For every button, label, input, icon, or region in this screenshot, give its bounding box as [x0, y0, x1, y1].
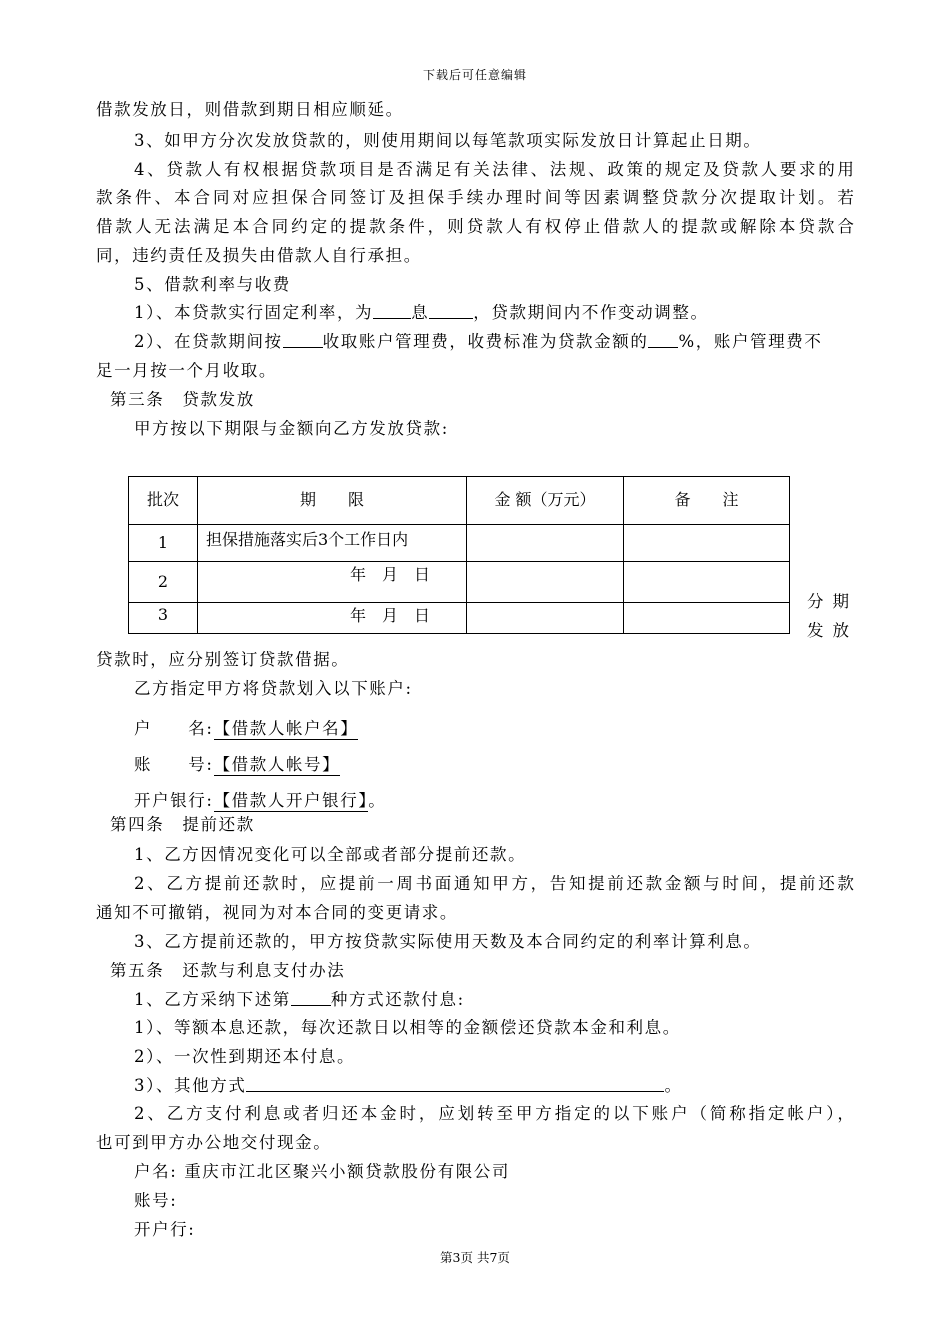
account-intro: 乙方指定甲方将贷款划入以下账户: [134, 679, 413, 698]
rate-clause-1-text-b: 息 [411, 303, 430, 322]
method-3-blank [246, 1075, 664, 1092]
article-5-clause-2-line-1: 2、乙方支付利息或者归还本金时，应划转至甲方指定的以下账户（简称指定帐户）， [134, 1104, 856, 1123]
article-5-clause-1-text-a: 1、乙方采纳下述第 [134, 990, 291, 1009]
clause-4-line-1: 4、贷款人有权根据贷款项目是否满足有关法律、法规、政策的规定及贷款人要求的用 [134, 160, 856, 179]
article-5-clause-1-text-b: 种方式还款付息: [330, 990, 465, 1009]
account-number-value: 【借款人帐号】 [213, 755, 341, 774]
rate-clause-1 [134, 299, 709, 323]
cell-note [624, 603, 790, 634]
table-row [129, 603, 790, 634]
method-2: 2）、一次性到期还本付息。 [134, 1047, 356, 1066]
clause-3: 3、如甲方分次发放贷款的，则使用期间以每笔款项实际发放日计算起止日期。 [134, 131, 762, 150]
article-5-clause-1 [134, 986, 465, 1010]
rate-blank-2 [429, 302, 473, 319]
cell-batch: 1 [129, 525, 198, 562]
account-bank-row [134, 787, 386, 811]
cell-batch: 2 [129, 562, 198, 603]
method-1: 1）、等额本息还款，每次还款日以相等的金额偿还贷款本金和利息。 [134, 1018, 681, 1037]
cell-amount [467, 525, 624, 562]
account-name-row [134, 715, 358, 739]
cell-amount [467, 603, 624, 634]
article-5-title: 第五条 还款与利息支付办法 [110, 961, 346, 980]
header-amount: 金 额（万元） [467, 477, 624, 525]
side-text-1: 分期 [807, 592, 858, 611]
payee-account-number: 账号: [134, 1191, 178, 1210]
clause-5-title: 5、借款利率与收费 [134, 275, 291, 294]
payee-account-name: 户名: 重庆市江北区聚兴小额贷款股份有限公司 [134, 1162, 511, 1181]
page-footer: 第3页 共7页 [440, 1250, 510, 1265]
cell-batch: 3 [129, 603, 198, 634]
clause-4-line-4: 同，违约责任及损失由借款人自行承担。 [96, 246, 422, 265]
after-table-text: 贷款时，应分别签订贷款借据。 [96, 650, 350, 669]
cell-period: 担保措施落实后3个工作日内 [198, 525, 467, 562]
article-5-clause-2-line-2: 也可到甲方办公地交付现金。 [96, 1133, 332, 1152]
side-text-2: 发放 [807, 621, 858, 640]
table-row [129, 525, 790, 562]
account-bank-label: 开户银行: [134, 791, 214, 810]
header-period: 期 限 [198, 477, 467, 525]
cell-period: 年 月 日 [198, 562, 467, 603]
fee-clause-2-text-c: %，账户管理费不 [678, 332, 823, 351]
header-batch: 批次 [129, 477, 198, 525]
article-3-intro: 甲方按以下期限与金额向乙方发放贷款: [134, 419, 449, 438]
rate-clause-1-text-a: 1）、本贷款实行固定利率，为 [134, 303, 374, 322]
table-header-row [129, 477, 790, 525]
account-number-row [134, 751, 340, 775]
rate-clause-1-text-c: ，贷款期间内不作变动调整。 [473, 303, 709, 322]
header-note: 备 注 [624, 477, 790, 525]
payee-bank: 开户行: [134, 1220, 196, 1239]
account-bank-end: 。 [368, 791, 387, 810]
fee-blank-2 [648, 331, 678, 348]
rate-blank-1 [373, 302, 411, 319]
account-bank-value: 【借款人开户银行】 [213, 791, 369, 810]
account-number-label: 账 号: [134, 755, 214, 774]
article-4-clause-2-line-1: 2、乙方提前还款时，应提前一周书面通知甲方，告知提前还款金额与时间，提前还款 [134, 874, 856, 893]
fee-clause-2 [134, 328, 822, 352]
clause-4-line-3: 借款人无法满足本合同约定的提款条件，则贷款人有权停止借款人的提款或解除本贷款合 [96, 217, 856, 236]
fee-blank-1 [283, 331, 323, 348]
method-blank [291, 989, 331, 1006]
table-row [129, 562, 790, 603]
article-4-clause-3: 3、乙方提前还款的，甲方按贷款实际使用天数及本合同约定的利率计算利息。 [134, 932, 762, 951]
method-3 [134, 1072, 683, 1096]
fee-clause-2-text-b: 收取账户管理费，收费标准为贷款金额的 [322, 332, 649, 351]
fee-clause-2-text-a: 2）、在贷款期间按 [134, 332, 283, 351]
article-4-clause-1: 1、乙方因情况变化可以全部或者部分提前还款。 [134, 845, 527, 864]
article-4-title: 第四条 提前还款 [110, 815, 255, 834]
cell-amount [467, 562, 624, 603]
method-3-end: 。 [664, 1076, 683, 1095]
account-name-label: 户 名: [134, 719, 214, 738]
account-name-value: 【借款人帐户名】 [213, 719, 359, 738]
article-3-title: 第三条 贷款发放 [110, 390, 255, 409]
disbursement-table [128, 476, 790, 634]
cell-note [624, 525, 790, 562]
paragraph-continuation: 借款发放日，则借款到期日相应顺延。 [96, 100, 404, 119]
clause-4-line-2: 款条件、本合同对应担保合同签订及担保手续办理时间等因素调整贷款分次提取计划。若 [96, 188, 856, 207]
article-4-clause-2-line-2: 通知不可撤销，视同为对本合同的变更请求。 [96, 903, 458, 922]
cell-note [624, 562, 790, 603]
fee-clause-2-line-2: 足一月按一个月收取。 [96, 361, 277, 380]
cell-period: 年 月 日 [198, 603, 467, 634]
method-3-text: 3）、其他方式 [134, 1076, 247, 1095]
page-header: 下载后可任意编辑 [422, 68, 527, 82]
